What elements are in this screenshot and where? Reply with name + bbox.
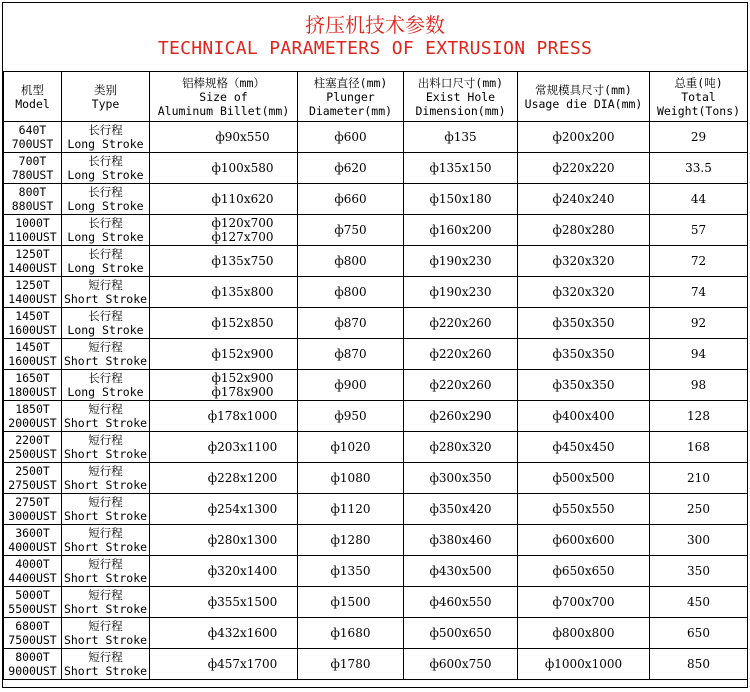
parameters-table [3, 71, 748, 680]
header-row [4, 72, 748, 122]
table-row [4, 122, 748, 153]
table-row [4, 246, 748, 277]
cell-exit-hole: ф280x320 [404, 432, 518, 463]
cell-model: 4000T 4400UST [4, 556, 62, 587]
cell-type: 短行程 Short Stroke [62, 277, 150, 308]
cell-exit-hole: ф220x260 [404, 308, 518, 339]
cell-model: 6800T 7500UST [4, 618, 62, 649]
cell-model: 800T 880UST [4, 184, 62, 215]
cell-type: 短行程 Short Stroke [62, 494, 150, 525]
cell-weight: 57 [650, 215, 748, 246]
cell-model: 640T 700UST [4, 122, 62, 153]
cell-billet: ф135x800 [150, 277, 298, 308]
cell-plunger: ф660 [298, 184, 404, 215]
cell-exit-hole: ф380x460 [404, 525, 518, 556]
cell-die: ф200x200 [518, 122, 650, 153]
cell-model: 1450T 1600UST [4, 339, 62, 370]
table-row [4, 494, 748, 525]
cell-die: ф550x550 [518, 494, 650, 525]
cell-plunger: ф620 [298, 153, 404, 184]
cell-plunger: ф1500 [298, 587, 404, 618]
cell-weight: 98 [650, 370, 748, 401]
cell-weight: 250 [650, 494, 748, 525]
cell-exit-hole: ф260x290 [404, 401, 518, 432]
cell-plunger: ф1780 [298, 649, 404, 680]
cell-plunger: ф1120 [298, 494, 404, 525]
title-block [3, 3, 747, 71]
cell-type: 短行程 Short Stroke [62, 401, 150, 432]
cell-model: 8000T 9000UST [4, 649, 62, 680]
cell-plunger: ф800 [298, 246, 404, 277]
header-plunger: 柱塞直径(mm) Plunger Diameter(mm) [298, 72, 404, 122]
cell-die: ф650x650 [518, 556, 650, 587]
table-body [4, 122, 748, 680]
cell-billet: ф254x1300 [150, 494, 298, 525]
header-model: 机型 Model [4, 72, 62, 122]
cell-exit-hole: ф135 [404, 122, 518, 153]
cell-die: ф320x320 [518, 246, 650, 277]
table-row [4, 649, 748, 680]
cell-billet: ф280x1300 [150, 525, 298, 556]
cell-weight: 850 [650, 649, 748, 680]
title-chinese: 挤压机技术参数 [305, 13, 445, 37]
cell-model: 700T 780UST [4, 153, 62, 184]
cell-type: 长行程 Long Stroke [62, 153, 150, 184]
cell-exit-hole: ф150x180 [404, 184, 518, 215]
header-die: 常规模具尺寸(mm) Usage die DIA(mm) [518, 72, 650, 122]
cell-die: ф280x280 [518, 215, 650, 246]
table-row [4, 525, 748, 556]
table-row [4, 463, 748, 494]
table-row [4, 432, 748, 463]
cell-die: ф400x400 [518, 401, 650, 432]
cell-model: 5000T 5500UST [4, 587, 62, 618]
cell-billet: ф320x1400 [150, 556, 298, 587]
cell-billet: ф203x1100 [150, 432, 298, 463]
cell-billet: ф457x1700 [150, 649, 298, 680]
table-row [4, 370, 748, 401]
cell-die: ф350x350 [518, 308, 650, 339]
table-row [4, 401, 748, 432]
cell-exit-hole: ф135x150 [404, 153, 518, 184]
cell-billet: ф135x750 [150, 246, 298, 277]
cell-type: 短行程 Short Stroke [62, 339, 150, 370]
cell-model: 1450T 1600UST [4, 308, 62, 339]
cell-weight: 210 [650, 463, 748, 494]
cell-die: ф700x700 [518, 587, 650, 618]
header-weight: 总重(吨) Total Weight(Tons) [650, 72, 748, 122]
cell-billet: ф100x580 [150, 153, 298, 184]
cell-die: ф450x450 [518, 432, 650, 463]
cell-type: 短行程 Short Stroke [62, 525, 150, 556]
cell-type: 长行程 Long Stroke [62, 184, 150, 215]
cell-die: ф350x350 [518, 370, 650, 401]
cell-billet: ф120x700 ф127x700 [150, 215, 298, 246]
cell-plunger: ф870 [298, 339, 404, 370]
cell-weight: 350 [650, 556, 748, 587]
cell-plunger: ф1020 [298, 432, 404, 463]
cell-model: 2200T 2500UST [4, 432, 62, 463]
cell-die: ф1000x1000 [518, 649, 650, 680]
spec-sheet [2, 2, 748, 688]
cell-billet: ф90x550 [150, 122, 298, 153]
cell-weight: 300 [650, 525, 748, 556]
cell-exit-hole: ф220x260 [404, 339, 518, 370]
table-row [4, 277, 748, 308]
cell-type: 短行程 Short Stroke [62, 556, 150, 587]
header-type: 类别 Type [62, 72, 150, 122]
cell-type: 长行程 Long Stroke [62, 370, 150, 401]
cell-billet: ф152x900 [150, 339, 298, 370]
table-row [4, 556, 748, 587]
cell-plunger: ф1280 [298, 525, 404, 556]
cell-exit-hole: ф300x350 [404, 463, 518, 494]
cell-billet: ф432x1600 [150, 618, 298, 649]
cell-billet: ф152x850 [150, 308, 298, 339]
cell-plunger: ф1350 [298, 556, 404, 587]
cell-exit-hole: ф190x230 [404, 246, 518, 277]
title-english: TECHNICAL PARAMETERS OF EXTRUSION PRESS [157, 38, 593, 59]
cell-plunger: ф750 [298, 215, 404, 246]
cell-die: ф320x320 [518, 277, 650, 308]
cell-plunger: ф870 [298, 308, 404, 339]
table-row [4, 184, 748, 215]
cell-weight: 128 [650, 401, 748, 432]
cell-weight: 450 [650, 587, 748, 618]
cell-exit-hole: ф460x550 [404, 587, 518, 618]
table-row [4, 618, 748, 649]
cell-plunger: ф600 [298, 122, 404, 153]
cell-billet: ф152x900 ф178x900 [150, 370, 298, 401]
cell-weight: 74 [650, 277, 748, 308]
cell-exit-hole: ф430x500 [404, 556, 518, 587]
cell-billet: ф228x1200 [150, 463, 298, 494]
cell-type: 短行程 Short Stroke [62, 649, 150, 680]
cell-die: ф800x800 [518, 618, 650, 649]
table-row [4, 308, 748, 339]
cell-die: ф240x240 [518, 184, 650, 215]
cell-weight: 72 [650, 246, 748, 277]
cell-model: 1000T 1100UST [4, 215, 62, 246]
cell-type: 长行程 Long Stroke [62, 122, 150, 153]
cell-type: 长行程 Long Stroke [62, 308, 150, 339]
cell-type: 短行程 Short Stroke [62, 432, 150, 463]
cell-weight: 29 [650, 122, 748, 153]
cell-billet: ф110x620 [150, 184, 298, 215]
table-row [4, 587, 748, 618]
cell-plunger: ф1080 [298, 463, 404, 494]
cell-billet: ф355x1500 [150, 587, 298, 618]
cell-model: 1250T 1400UST [4, 277, 62, 308]
cell-plunger: ф1680 [298, 618, 404, 649]
cell-weight: 94 [650, 339, 748, 370]
cell-model: 2750T 3000UST [4, 494, 62, 525]
cell-exit-hole: ф160x200 [404, 215, 518, 246]
cell-die: ф500x500 [518, 463, 650, 494]
cell-exit-hole: ф600x750 [404, 649, 518, 680]
cell-model: 1650T 1800UST [4, 370, 62, 401]
cell-die: ф220x220 [518, 153, 650, 184]
cell-exit-hole: ф190x230 [404, 277, 518, 308]
cell-type: 短行程 Short Stroke [62, 463, 150, 494]
cell-plunger: ф950 [298, 401, 404, 432]
cell-weight: 44 [650, 184, 748, 215]
cell-weight: 33.5 [650, 153, 748, 184]
cell-plunger: ф800 [298, 277, 404, 308]
cell-exit-hole: ф350x420 [404, 494, 518, 525]
cell-exit-hole: ф220x260 [404, 370, 518, 401]
cell-type: 长行程 Long Stroke [62, 215, 150, 246]
cell-type: 长行程 Long Stroke [62, 246, 150, 277]
cell-weight: 92 [650, 308, 748, 339]
cell-weight: 168 [650, 432, 748, 463]
table-row [4, 339, 748, 370]
cell-exit-hole: ф500x650 [404, 618, 518, 649]
header-billet: 铝棒规格（mm） Size of Aluminum Billet(mm) [150, 72, 298, 122]
cell-model: 1250T 1400UST [4, 246, 62, 277]
table-row [4, 215, 748, 246]
cell-die: ф350x350 [518, 339, 650, 370]
cell-die: ф600x600 [518, 525, 650, 556]
cell-plunger: ф900 [298, 370, 404, 401]
cell-type: 短行程 Short Stroke [62, 618, 150, 649]
cell-weight: 650 [650, 618, 748, 649]
cell-model: 1850T 2000UST [4, 401, 62, 432]
cell-model: 2500T 2750UST [4, 463, 62, 494]
header-exit-hole: 出料口尺寸(mm) Exist Hole Dimension(mm) [404, 72, 518, 122]
cell-billet: ф178x1000 [150, 401, 298, 432]
table-row [4, 153, 748, 184]
cell-model: 3600T 4000UST [4, 525, 62, 556]
cell-type: 短行程 Short Stroke [62, 587, 150, 618]
